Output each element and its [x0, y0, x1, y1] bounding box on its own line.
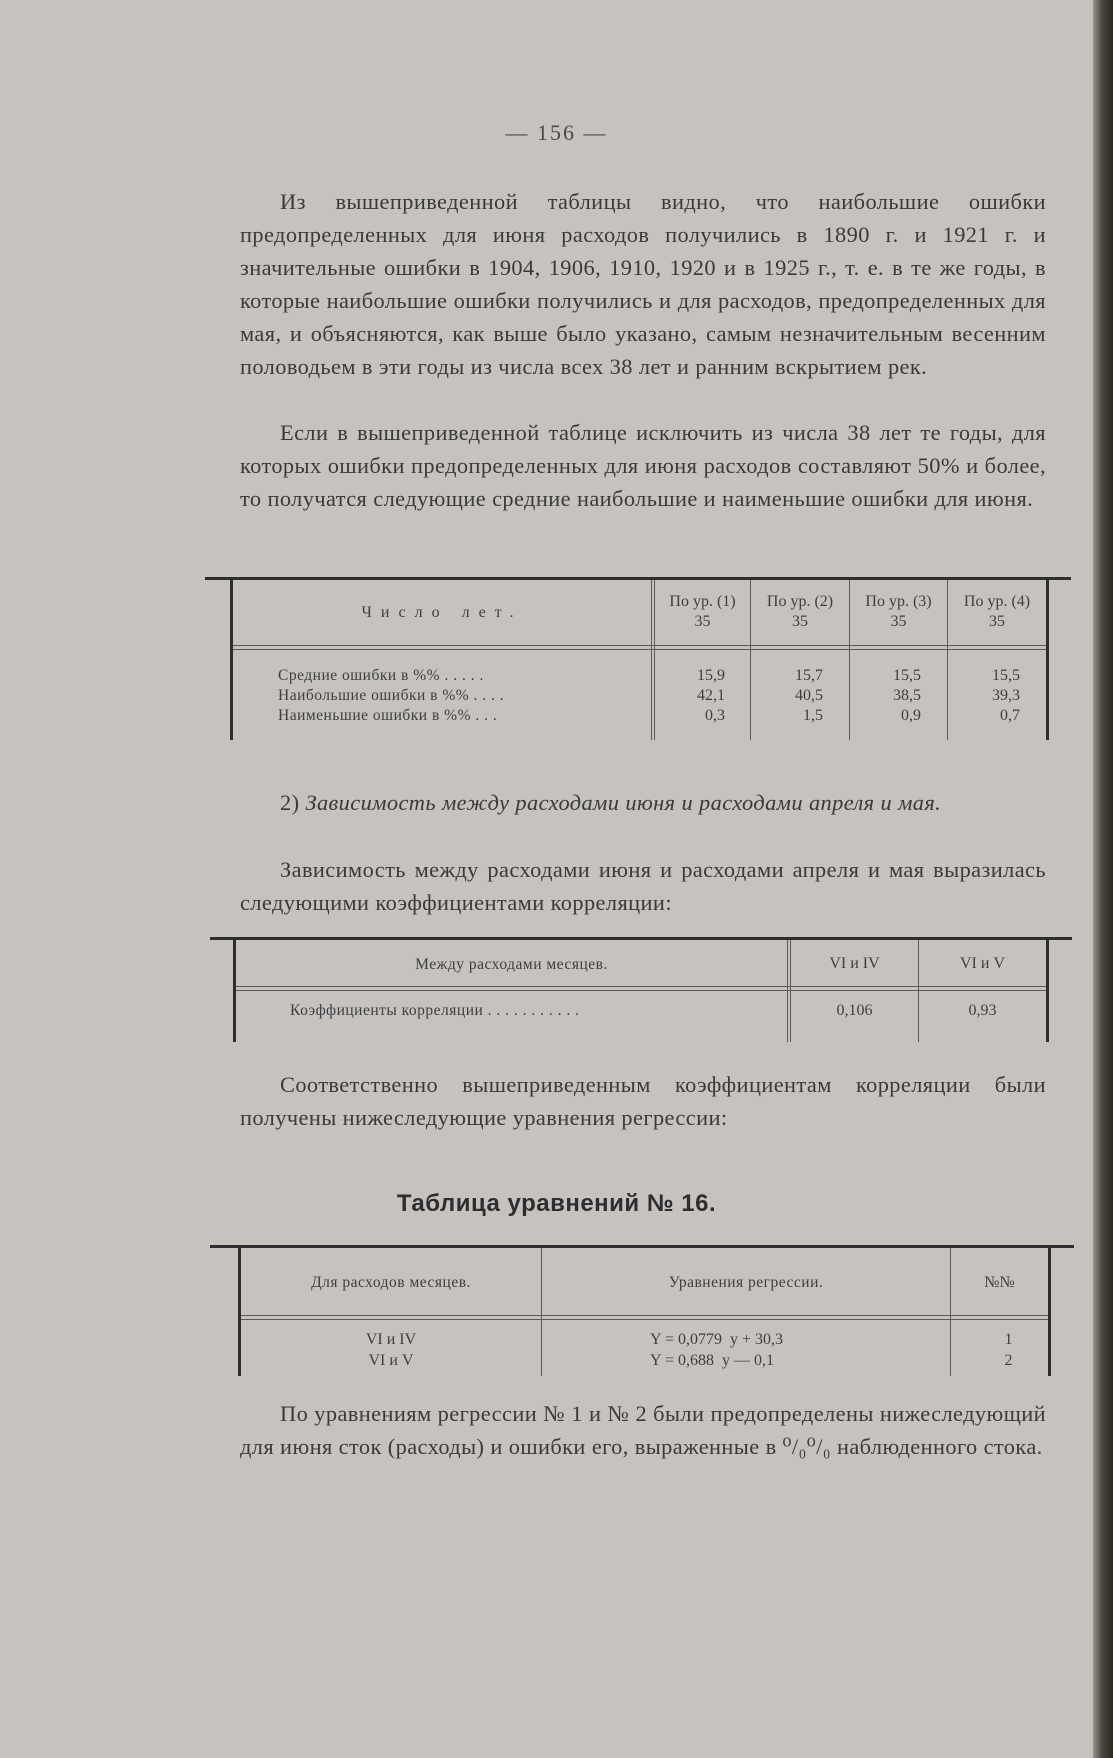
column-header: По ур. (3) [865, 593, 932, 610]
table-header-years: Число лет. [361, 604, 523, 621]
book-binding-edge [1093, 0, 1113, 1758]
row-label: Коэффициенты корреляции . . . . . . . . . . . [290, 1002, 580, 1019]
column-header: По ур. (4) [963, 593, 1031, 610]
table-cell: 1,5 [803, 707, 823, 724]
paragraph-errors-analysis: Из вышеприведенной таблицы видно, что наибольшие ошибки предопределенных для июня расходов получились в 1890 г. и 1921 г. и значительные ошибки в 1904, 1906, 1910, 1920 и в 1925 г., т. е. в те же годы, в которые наибольшие ошибки получились и для расходов, предопределенных для мая, и объясняются, как выше было указано, самым незначительным весенним половодьем в эти годы из числа всех 38 лет и ранним вскрытием рек. [240, 189, 1046, 379]
paragraph-excluding-years: Если в вышеприведенной таблице исключить из числа 38 лет те годы, для которых ошибки предопределенных для июня расходов составляют 50% и более, то получатся следующие средние наибольшие и наименьшие ошибки для июня. [240, 420, 1046, 511]
column-header: Для расходов месяцев. [311, 1274, 471, 1291]
row-label: Наименьшие ошибки в %% . . . [278, 707, 498, 724]
header-rule [241, 1319, 1048, 1320]
header-rule [233, 645, 1046, 646]
table-cell: 40,5 [795, 687, 823, 704]
table-cell: 2 [1004, 1352, 1013, 1369]
column-header: По ур. (2) [766, 593, 834, 610]
table-cell: VI и V [368, 1352, 414, 1369]
section-heading [240, 786, 1046, 819]
table-cell: 15,5 [992, 667, 1020, 684]
table-cell: 39,3 [992, 687, 1020, 704]
header-rule [233, 649, 1046, 650]
column-count: 35 [792, 613, 808, 630]
header-rule [236, 986, 1046, 987]
section-number: 2) [280, 790, 300, 815]
table-right-rule [1046, 940, 1049, 1042]
header-rule [241, 1315, 1048, 1316]
paragraph-correlation-intro: Зависимость между расходами июня и расходами апреля и мая выразилась следующими коэффициентами корреляции: [240, 857, 1046, 915]
table-cell: 0,106 [836, 1002, 873, 1019]
table-cell: 1 [1004, 1331, 1013, 1348]
column-header: VI и IV [829, 955, 880, 972]
column-header: Уравнения регрессии. [668, 1274, 824, 1291]
table-cell: 38,5 [893, 687, 921, 704]
row-label: Наибольшие ошибки в %% . . . . [278, 687, 505, 704]
paragraph-regression-intro: Соответственно вышеприведенным коэффициентам корреляции были получены нижеследующие уравнения регрессии: [240, 1072, 1046, 1130]
table-top-rule [205, 577, 1071, 580]
column-divider [541, 1248, 542, 1376]
page-number: — 156 — [505, 120, 608, 145]
table-cell: 0,93 [968, 1002, 997, 1019]
table-top-rule [210, 937, 1072, 940]
column-count: 35 [989, 613, 1005, 630]
header-rule [236, 990, 1046, 991]
column-header: По ур. (1) [669, 593, 736, 610]
table-cell: 0,3 [705, 707, 725, 724]
table-top-rule [210, 1245, 1074, 1248]
row-label: Средние ошибки в %% . . . . . [278, 667, 484, 684]
column-divider [787, 940, 788, 1042]
table-cell: VI и IV [365, 1331, 417, 1348]
table-cell: 0,7 [1000, 707, 1020, 724]
section-title: Зависимость между расходами июня и расходами апреля и мая. [305, 790, 942, 815]
paragraph-predetermined-flow: По уравнениям регрессии № 1 и № 2 были предопределены нижеследующий для июня сток (расходы) и ошибки его, выраженные в ⁰/₀⁰/₀ наблюденного стока. [240, 1401, 1046, 1459]
table-cell: Y = 0,688 y — 0,1 [650, 1352, 774, 1369]
table-title: Таблица уравнений № 16. [396, 1190, 717, 1217]
column-header: VI и V [960, 955, 1005, 972]
table-header-months: Между расходами месяцев. [415, 956, 608, 973]
table-cell: 15,9 [697, 667, 725, 684]
table-right-rule [1046, 580, 1049, 740]
table-cell: Y = 0,0779 y + 30,3 [650, 1331, 784, 1348]
table-cell: 0,9 [901, 707, 921, 724]
table-cell: 15,5 [893, 667, 921, 684]
column-header: №№ [984, 1274, 1015, 1291]
column-count: 35 [694, 613, 711, 630]
table-cell: 15,7 [795, 667, 823, 684]
table-cell: 42,1 [697, 687, 725, 704]
column-divider [651, 580, 652, 740]
column-count: 35 [890, 613, 907, 630]
